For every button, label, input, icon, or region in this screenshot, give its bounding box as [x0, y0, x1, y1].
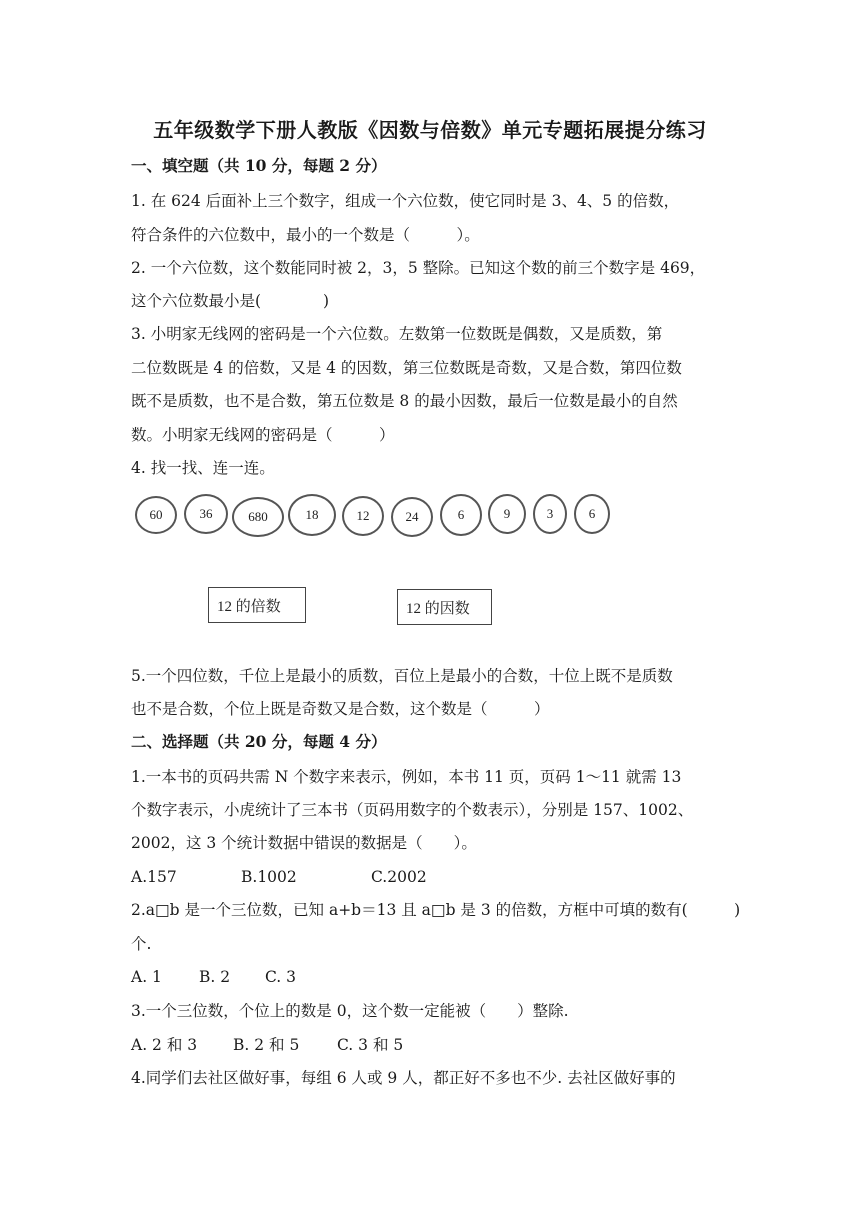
question-text: 个. — [131, 935, 152, 953]
number-oval[interactable]: 3 — [533, 494, 567, 534]
factors-of-12-box[interactable]: 12 的因数 — [397, 589, 492, 625]
number-oval[interactable]: 6 — [440, 494, 482, 536]
number-oval[interactable]: 60 — [135, 496, 177, 534]
question-text: 也不是合数，个位上既是奇数又是合数，这个数是（ ） — [131, 700, 550, 718]
question-text: 2.a□b 是一个三位数，已知 a+b＝13 且 a□b 是 3 的倍数，方框中可填的数有( ) — [131, 901, 741, 919]
question-text: 个数字表示，小虎统计了三本书（页码用数字的个数表示），分别是 157、1002、 — [131, 801, 694, 819]
question-text: 二位数既是 4 的倍数，又是 4 的因数，第三位数既是奇数，又是合数，第四位数 — [131, 359, 682, 377]
question-text: 2. 一个六位数，这个数能同时被 2，3，5 整除。已知这个数的前三个数字是 469， — [131, 259, 706, 277]
option-b[interactable]: B. 2 — [199, 968, 231, 986]
question-text: 符合条件的六位数中，最小的一个数是（ ）。 — [131, 226, 480, 244]
section-heading-fill-in: 一、填空题（共 10 分，每题 2 分） — [131, 156, 387, 175]
number-oval[interactable]: 6 — [574, 494, 610, 534]
number-oval[interactable]: 9 — [488, 494, 526, 534]
question-text: 这个六位数最小是( ) — [131, 292, 330, 310]
number-oval[interactable]: 18 — [288, 494, 336, 536]
option-c[interactable]: C.2002 — [371, 868, 427, 886]
question-text: 5.一个四位数，千位上是最小的质数，百位上是最小的合数，十位上既不是质数 — [131, 667, 673, 685]
number-oval[interactable]: 12 — [342, 496, 384, 536]
multiples-of-12-box[interactable]: 12 的倍数 — [208, 587, 306, 623]
option-b[interactable]: B.1002 — [241, 868, 297, 886]
question-text: 4. 找一找、连一连。 — [131, 459, 275, 477]
option-a[interactable]: A.157 — [131, 868, 177, 886]
option-c[interactable]: C. 3 — [265, 968, 297, 986]
question-text: 数。小明家无线网的密码是（ ） — [131, 426, 395, 444]
question-text: 既不是质数，也不是合数，第五位数是 8 的最小因数，最后一位数是最小的自然 — [131, 392, 678, 410]
section-heading-multiple-choice: 二、选择题（共 20 分，每题 4 分） — [131, 732, 387, 751]
option-a[interactable]: A. 1 — [131, 968, 162, 986]
question-text: 4.同学们去社区做好事，每组 6 人或 9 人，都正好不多也不少. 去社区做好事的 — [131, 1069, 676, 1087]
number-oval[interactable]: 680 — [232, 497, 284, 537]
question-text: 3. 小明家无线网的密码是一个六位数。左数第一位数既是偶数，又是质数，第 — [131, 325, 663, 343]
number-oval[interactable]: 24 — [391, 497, 433, 537]
question-text: 3.一个三位数，个位上的数是 0，这个数一定能被（ ）整除. — [131, 1002, 569, 1020]
number-oval[interactable]: 36 — [184, 494, 228, 534]
page-title: 五年级数学下册人教版《因数与倍数》单元专题拓展提分练习 — [153, 118, 707, 142]
option-c[interactable]: C. 3 和 5 — [337, 1036, 404, 1054]
question-text: 2002，这 3 个统计数据中错误的数据是（ ）。 — [131, 834, 477, 852]
option-b[interactable]: B. 2 和 5 — [233, 1036, 300, 1054]
option-a[interactable]: A. 2 和 3 — [131, 1036, 198, 1054]
question-text: 1.一本书的页码共需 N 个数字来表示，例如，本书 11 页，页码 1～11 就需 13 — [131, 768, 682, 786]
question-text: 1. 在 624 后面补上三个数字，组成一个六位数，使它同时是 3、4、5 的倍数， — [131, 192, 680, 210]
